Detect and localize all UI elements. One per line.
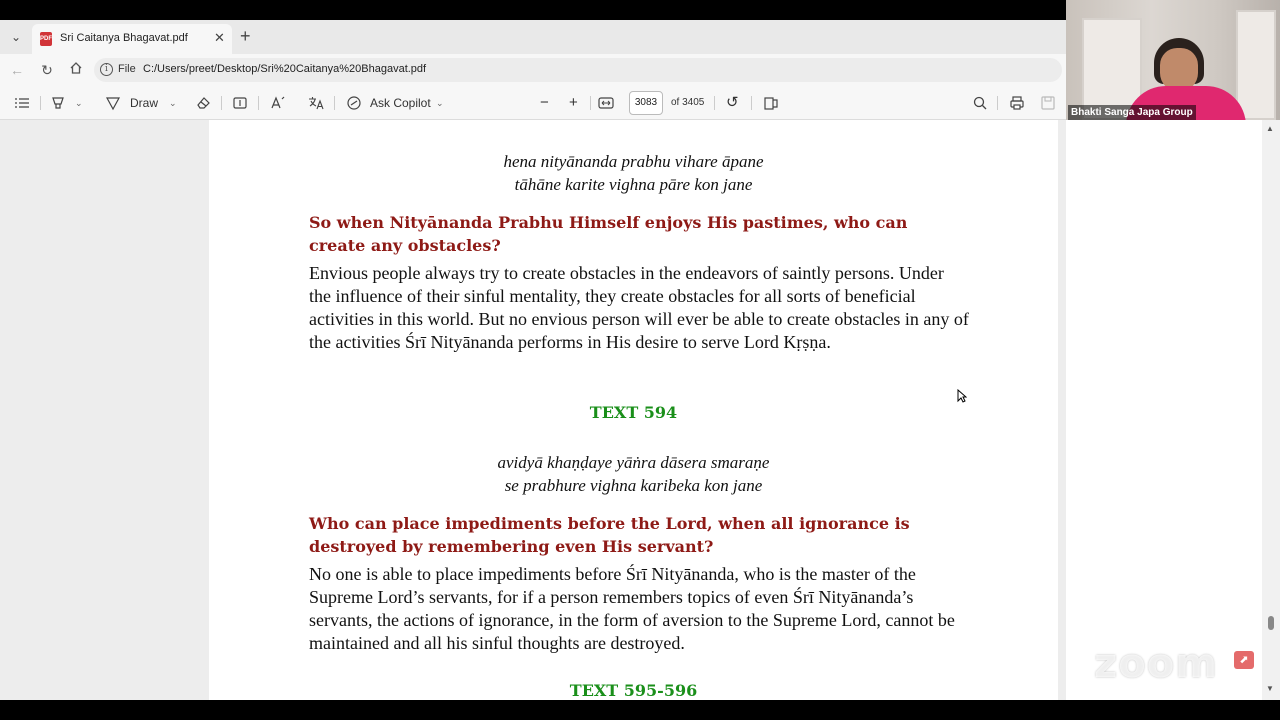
zoom-out-button[interactable]: − xyxy=(540,94,549,111)
draw-icon[interactable] xyxy=(105,94,121,112)
save-icon[interactable] xyxy=(1040,94,1056,112)
ask-copilot-button[interactable]: Ask Copilot xyxy=(370,96,431,110)
pdf-toolbar xyxy=(0,86,1066,120)
toolbar-divider xyxy=(334,96,335,110)
vertical-scrollbar[interactable] xyxy=(1262,120,1280,700)
zoom-share-icon: ⬈ xyxy=(1234,651,1254,669)
page-view-icon[interactable] xyxy=(763,94,779,112)
home-icon[interactable] xyxy=(67,61,85,79)
address-bar[interactable] xyxy=(94,58,1062,82)
verse-line: se prabhure vighna karibeka kon jane xyxy=(504,476,763,495)
translate-icon[interactable] xyxy=(307,94,325,112)
toolbar-divider xyxy=(221,96,222,110)
table-of-contents-icon[interactable] xyxy=(14,94,30,112)
translation-text: So when Nityānanda Prabhu Himself enjoys His pastimes, who can create any obstacles? xyxy=(309,213,908,255)
page-number-input[interactable]: 3083 xyxy=(629,91,663,115)
print-icon[interactable] xyxy=(1009,94,1025,112)
chevron-down-icon[interactable]: ⌄ xyxy=(10,30,22,44)
side-area xyxy=(1066,120,1262,700)
zoom-in-button[interactable]: + xyxy=(569,94,578,111)
page-total: of 3405 xyxy=(671,97,705,108)
scroll-up-icon[interactable]: ▲ xyxy=(1266,124,1274,133)
toolbar-divider xyxy=(714,96,715,110)
toolbar-divider xyxy=(40,96,41,110)
video-tile xyxy=(1066,0,1280,120)
fit-to-width-icon[interactable] xyxy=(598,94,614,112)
purport-text: Envious people always try to create obstacles in the endeavors of saintly persons. Under the influence of their sinful mentality, they create obstacles for all sorts of beneficial activities in this world. But no envious person will ever be able to create obstacles in any of the activities Śrī Nityānanda performs in His desire to serve Lord Kṛṣṇa. xyxy=(309,263,969,352)
rotate-icon[interactable]: ↺ xyxy=(726,94,739,111)
address-scheme: File xyxy=(118,63,136,75)
background-door xyxy=(1236,10,1276,120)
verse-line: avidyā khaṇḍaye yāṅra dāsera smaraṇe xyxy=(497,453,770,472)
tab-pdf[interactable] xyxy=(32,24,232,54)
pdf-viewer[interactable] xyxy=(0,120,1066,700)
scrollbar-thumb[interactable] xyxy=(1268,616,1274,630)
participant-name: Bhakti Sanga Japa Group xyxy=(1068,105,1196,120)
chevron-down-icon[interactable]: ⌄ xyxy=(75,98,83,108)
search-icon[interactable] xyxy=(972,94,988,112)
translation-text: Who can place impediments before the Lord, when all ignorance is destroyed by remembering even His servant? xyxy=(309,514,910,556)
address-row xyxy=(0,54,1066,86)
close-icon[interactable]: ✕ xyxy=(214,30,225,45)
text-heading: TEXT 595-596 xyxy=(569,681,698,700)
back-arrow-icon[interactable]: ← xyxy=(10,62,24,78)
verse-line: hena nityānanda prabhu vihare āpane xyxy=(503,152,764,171)
tab-title: Sri Caitanya Bhagavat.pdf xyxy=(60,32,188,44)
purport-text: No one is able to place impediments before Śrī Nityānanda, who is the master of the Supreme Lord’s servants, for if a person remembers topics of even Śrī Nityānanda’s servants, the actions of ignorance, in the form of aversion to the Supreme Lord, cannot be maintained and all his sinful thoughts are destroyed. xyxy=(309,564,955,653)
refresh-icon[interactable]: ↻ xyxy=(41,62,53,78)
draw-button-label[interactable]: Draw xyxy=(130,96,159,110)
chevron-down-icon[interactable]: ⌄ xyxy=(169,98,177,108)
verse-line: tāhāne karite vighna pāre kon jane xyxy=(514,175,753,194)
tab-strip xyxy=(0,20,1066,54)
copilot-icon[interactable] xyxy=(346,94,362,112)
text-heading: TEXT 594 xyxy=(589,403,678,422)
text-box-icon[interactable] xyxy=(232,94,248,112)
info-icon[interactable]: i xyxy=(100,63,113,76)
toolbar-divider xyxy=(590,96,591,110)
new-tab-button[interactable]: + xyxy=(240,26,251,46)
pdf-page xyxy=(209,120,1058,700)
pdf-file-icon: PDF xyxy=(40,32,52,46)
zoom-watermark: zoom xyxy=(1094,641,1218,687)
read-aloud-icon[interactable] xyxy=(270,94,286,112)
highlighter-icon[interactable] xyxy=(50,94,66,112)
scroll-down-icon[interactable]: ▼ xyxy=(1266,684,1274,693)
toolbar-divider xyxy=(751,96,752,110)
address-url[interactable]: C:/Users/preet/Desktop/Sri%20Caitanya%20Bhagavat.pdf xyxy=(143,63,427,75)
toolbar-divider xyxy=(258,96,259,110)
browser-window xyxy=(0,20,1066,700)
chevron-down-icon[interactable]: ⌄ xyxy=(436,98,444,108)
eraser-icon[interactable] xyxy=(195,94,211,112)
toolbar-divider xyxy=(997,96,998,110)
